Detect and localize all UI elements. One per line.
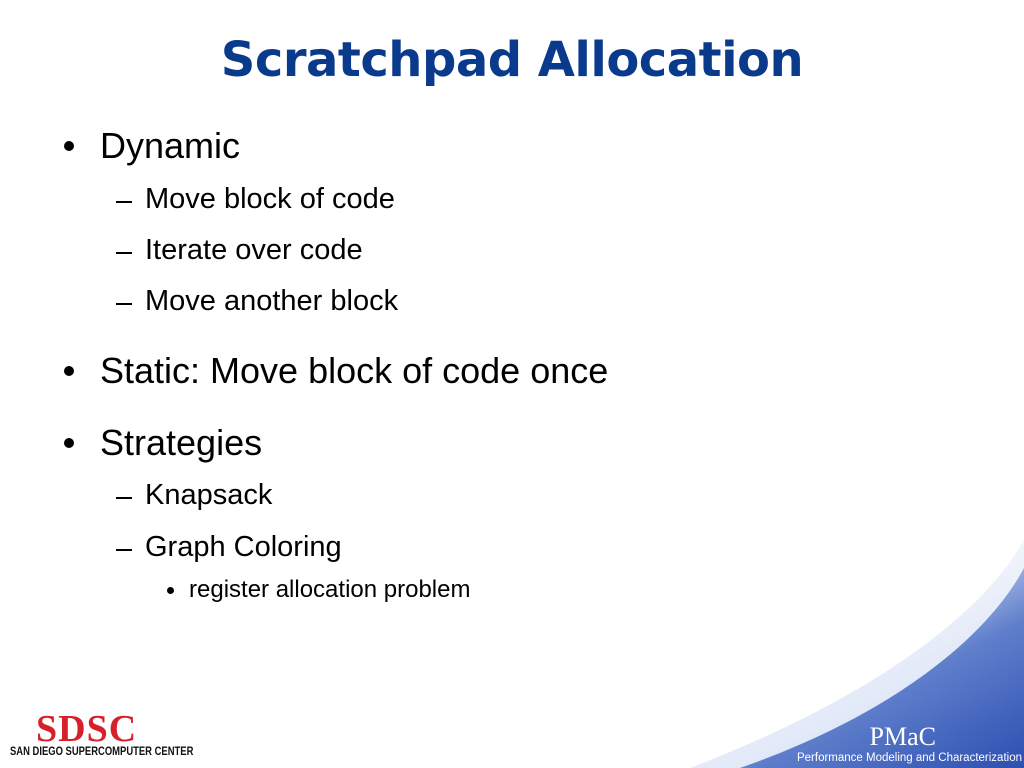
pmac-logo-text: PMaC [869,722,936,751]
bullet-static: Static: Move block of code once [100,350,609,391]
bullet-dynamic: Dynamic [100,125,241,166]
bullet-strategies: Strategies [100,422,263,463]
bullet-icon [167,587,174,594]
bullet-icon [64,141,74,151]
sub-bullet-graph-coloring: Graph Coloring [145,531,342,563]
dash-icon [116,201,132,203]
dash-icon [116,497,132,499]
bullet-icon [64,438,74,448]
slide-title: Scratchpad Allocation [220,32,804,88]
sub-sub-bullet-register-allocation: register allocation problem [189,576,471,603]
sdsc-full-name: SAN DIEGO SUPERCOMPUTER CENTER [10,746,194,758]
sdsc-logo-text: SDSC [36,708,138,750]
sub-bullet-iterate: Iterate over code [145,234,363,266]
sub-bullet-move-block: Move block of code [145,183,395,215]
dash-icon [116,549,132,551]
pmac-full-name: Performance Modeling and Characterization [796,752,1022,764]
sub-bullet-move-another: Move another block [145,285,399,317]
sub-bullet-knapsack: Knapsack [145,479,273,511]
bullet-icon [64,366,74,376]
dash-icon [116,252,132,254]
dash-icon [116,303,132,305]
